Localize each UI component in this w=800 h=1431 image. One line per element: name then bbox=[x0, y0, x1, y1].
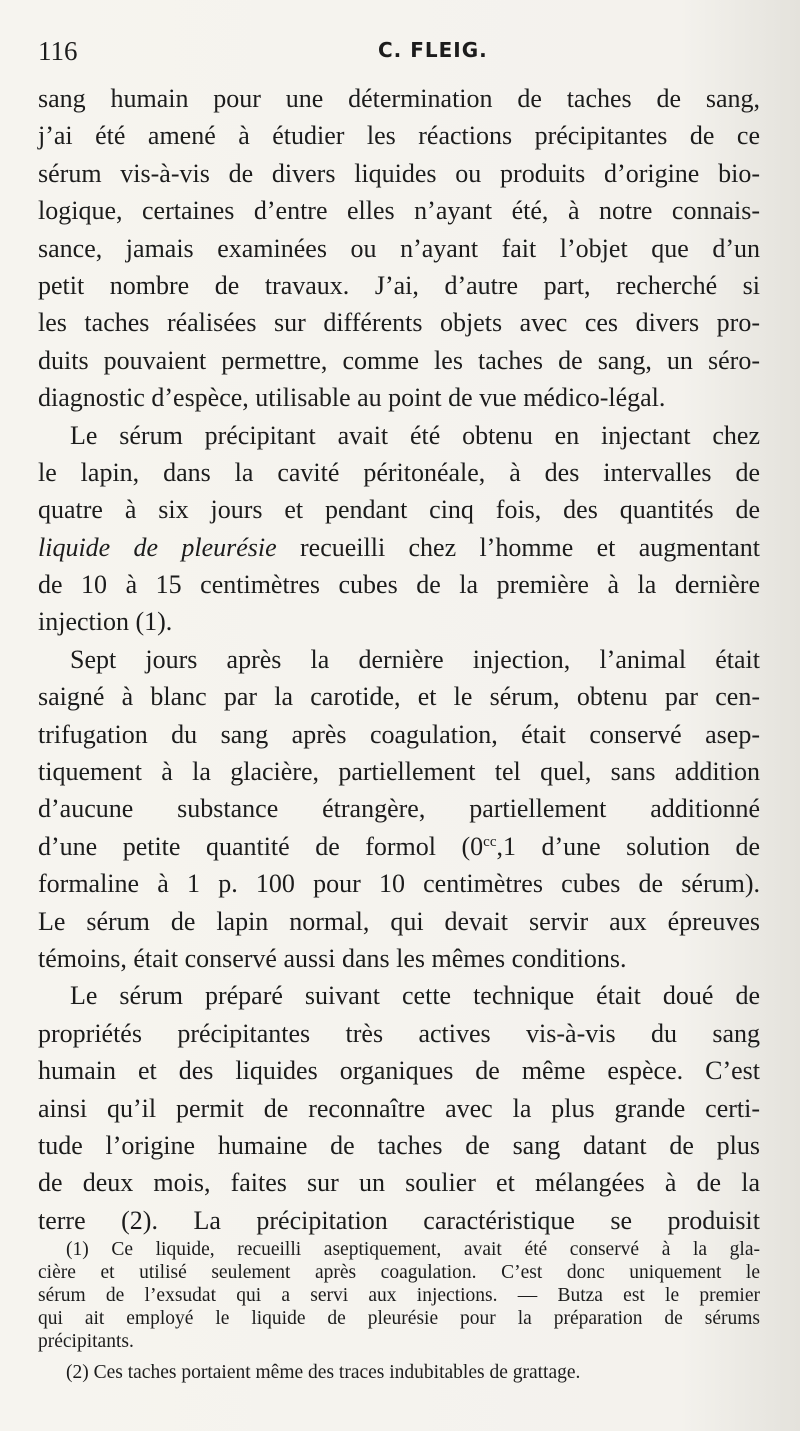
text-line: Le sérum précipitant avait été obtenu en injectant chez bbox=[70, 420, 760, 450]
text-line: tiquement à la glacière, partiellement tel quel, sans addition bbox=[38, 757, 760, 787]
footnote-line: qui ait employé le liquide de pleurésie pour la préparation de sérums bbox=[38, 1308, 760, 1329]
text-segment: ,1 d’une solution de bbox=[496, 831, 760, 861]
text-line: ainsi qu’il permit de reconnaître avec la plus grande certi- bbox=[38, 1093, 760, 1123]
text-line: formaline à 1 p. 100 pour 10 centimètres cubes de sérum). bbox=[38, 869, 760, 899]
text-line: de deux mois, faites sur un soulier et mélangées à de la bbox=[38, 1168, 760, 1198]
text-line: logique, certaines d’entre elles n’ayant été, à notre connais- bbox=[38, 196, 760, 226]
text-segment: d’une petite quantité de formol (0 bbox=[38, 831, 484, 861]
body-text bbox=[38, 80, 760, 1239]
text-line: diagnostic d’espèce, utilisable au point de vue médico-légal. bbox=[38, 383, 666, 413]
text-line bbox=[38, 529, 760, 566]
text-line: tude l’origine humaine de taches de sang datant de plus bbox=[38, 1130, 760, 1160]
text-line: les taches réalisées sur différents objets avec ces divers pro- bbox=[38, 308, 760, 338]
footnotes bbox=[38, 1238, 760, 1384]
italic-term: liquide de pleurésie bbox=[38, 532, 277, 562]
text-line: duits pouvaient permettre, comme les taches de sang, un séro- bbox=[38, 345, 760, 375]
text-line: quatre à six jours et pendant cinq fois, des quantités de bbox=[38, 495, 760, 525]
text-line: le lapin, dans la cavité péritonéale, à des intervalles de bbox=[38, 457, 760, 487]
text-line bbox=[38, 828, 760, 865]
superscript: cc bbox=[483, 833, 497, 850]
footnote-line: (1) Ce liquide, recueilli aseptiquement, avait été conservé à la gla- bbox=[66, 1239, 760, 1260]
running-head: C. FLEIG. bbox=[378, 38, 488, 62]
footnote-line: cière et utilisé seulement après coagulation. C’est donc uniquement le bbox=[38, 1262, 760, 1283]
text-line: petit nombre de travaux. J’ai, d’autre part, recherché si bbox=[38, 270, 760, 300]
text-line: injection (1). bbox=[38, 607, 173, 637]
page-number: 116 bbox=[38, 36, 78, 66]
text-segment: recueilli chez l’homme et augmentant bbox=[276, 532, 761, 562]
page-header bbox=[38, 36, 760, 66]
text-line: sance, jamais examinées ou n’ayant fait l’objet que d’un bbox=[38, 233, 760, 263]
text-line: trifugation du sang après coagulation, était conservé asep- bbox=[38, 719, 760, 749]
text-line: terre (2). La précipitation caractéristique se produisit bbox=[38, 1205, 760, 1235]
footnote-line: sérum de l’exsudat qui a servi aux injections. — Butza est le premier bbox=[38, 1285, 760, 1306]
footnote-line: (2) Ces taches portaient même des traces indubitables de grattage. bbox=[66, 1362, 581, 1383]
text-line: humain et des liquides organiques de même espèce. C’est bbox=[38, 1056, 760, 1086]
text-line: sérum vis-à-vis de divers liquides ou produits d’origine bio- bbox=[38, 158, 760, 188]
text-line: Le sérum de lapin normal, qui devait servir aux épreuves bbox=[38, 906, 760, 936]
text-line: Le sérum préparé suivant cette technique était doué de bbox=[70, 981, 760, 1011]
text-line: Sept jours après la dernière injection, l’animal était bbox=[70, 644, 760, 674]
text-line: saigné à blanc par la carotide, et le sérum, obtenu par cen- bbox=[38, 682, 760, 712]
text-line: témoins, était conservé aussi dans les mêmes conditions. bbox=[38, 943, 627, 973]
text-line: propriétés précipitantes très actives vis-à-vis du sang bbox=[38, 1018, 760, 1048]
text-line: sang humain pour une détermination de taches de sang, bbox=[38, 84, 760, 113]
text-line: de 10 à 15 centimètres cubes de la première à la dernière bbox=[38, 570, 760, 600]
footnote-line: précipitants. bbox=[38, 1331, 134, 1352]
text-line: j’ai été amené à étudier les réactions précipitantes de ce bbox=[38, 121, 760, 151]
text-line: d’aucune substance étrangère, partiellement additionné bbox=[38, 794, 760, 824]
